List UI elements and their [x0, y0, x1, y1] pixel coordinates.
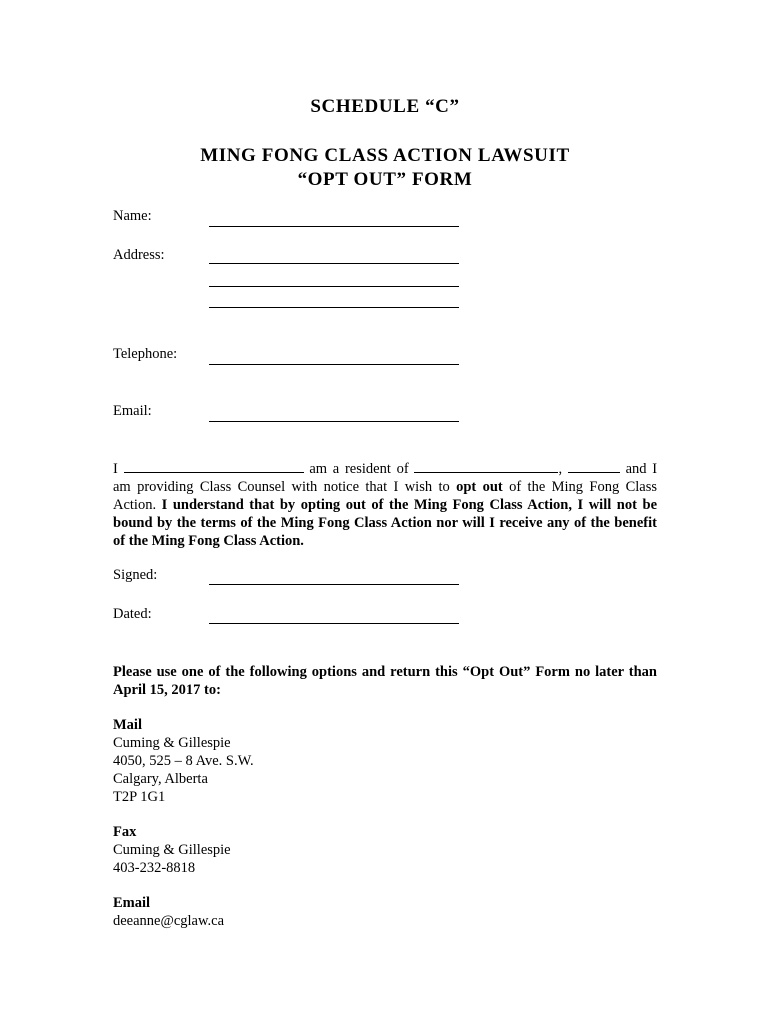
return-instructions: Please use one of the following options and return this “Opt Out” Form no later than April 15, 2017 to: [113, 664, 657, 698]
fax-line: Cuming & Gillespie [113, 842, 231, 858]
signed-field-line[interactable] [209, 584, 459, 585]
fax-line: 403-232-8818 [113, 860, 196, 876]
residence-blank[interactable] [414, 460, 558, 473]
opt-out-emphasis: opt out [456, 479, 503, 495]
resident-name-blank[interactable] [124, 460, 304, 473]
email-address[interactable]: deeanne@cglaw.ca [113, 913, 225, 929]
mail-heading: Mail [113, 717, 142, 733]
statement-part-4: and I am providing Class Counsel with notice that I wish to [113, 461, 658, 495]
mail-line: Cuming & Gillespie [113, 735, 231, 751]
address-field-line-2[interactable] [209, 286, 459, 287]
address-field-line-1[interactable] [209, 263, 459, 264]
opt-out-statement [113, 460, 657, 550]
statement-part-3: , [558, 461, 563, 477]
dated-field-line[interactable] [209, 623, 459, 624]
form-title: “OPT OUT” FORM [297, 169, 473, 190]
email-label: Email: [113, 403, 152, 419]
email-field-line[interactable] [209, 421, 459, 422]
statement-part-1: I [113, 461, 118, 477]
dated-label: Dated: [113, 606, 152, 622]
telephone-label: Telephone: [113, 346, 178, 362]
mail-line: T2P 1G1 [113, 789, 166, 805]
name-label: Name: [113, 208, 152, 224]
telephone-field-line[interactable] [209, 364, 459, 365]
email-heading: Email [113, 895, 151, 911]
address-label: Address: [113, 247, 165, 263]
statement-part-5: of the Ming Fong Class Action. [113, 479, 657, 513]
mail-line: Calgary, Alberta [113, 771, 208, 787]
signed-label: Signed: [113, 567, 158, 583]
email-section [113, 894, 224, 930]
fax-section [113, 823, 231, 877]
address-field-line-3[interactable] [209, 307, 459, 308]
mail-line: 4050, 525 – 8 Ave. S.W. [113, 753, 254, 769]
mail-section [113, 716, 254, 806]
statement-part-2: am a resident of [309, 461, 409, 477]
name-field-line[interactable] [209, 226, 459, 227]
fax-heading: Fax [113, 824, 137, 840]
schedule-title: SCHEDULE “C” [310, 96, 460, 117]
province-blank[interactable] [568, 460, 620, 473]
statement-bold-text: I understand that by opting out of the Ming Fong Class Action, I will not be bound by the terms of the Ming Fong Class Action nor will I receive any of the benefit of the Ming Fong Class Action. [113, 497, 657, 549]
lawsuit-title: MING FONG CLASS ACTION LAWSUIT [200, 145, 570, 166]
